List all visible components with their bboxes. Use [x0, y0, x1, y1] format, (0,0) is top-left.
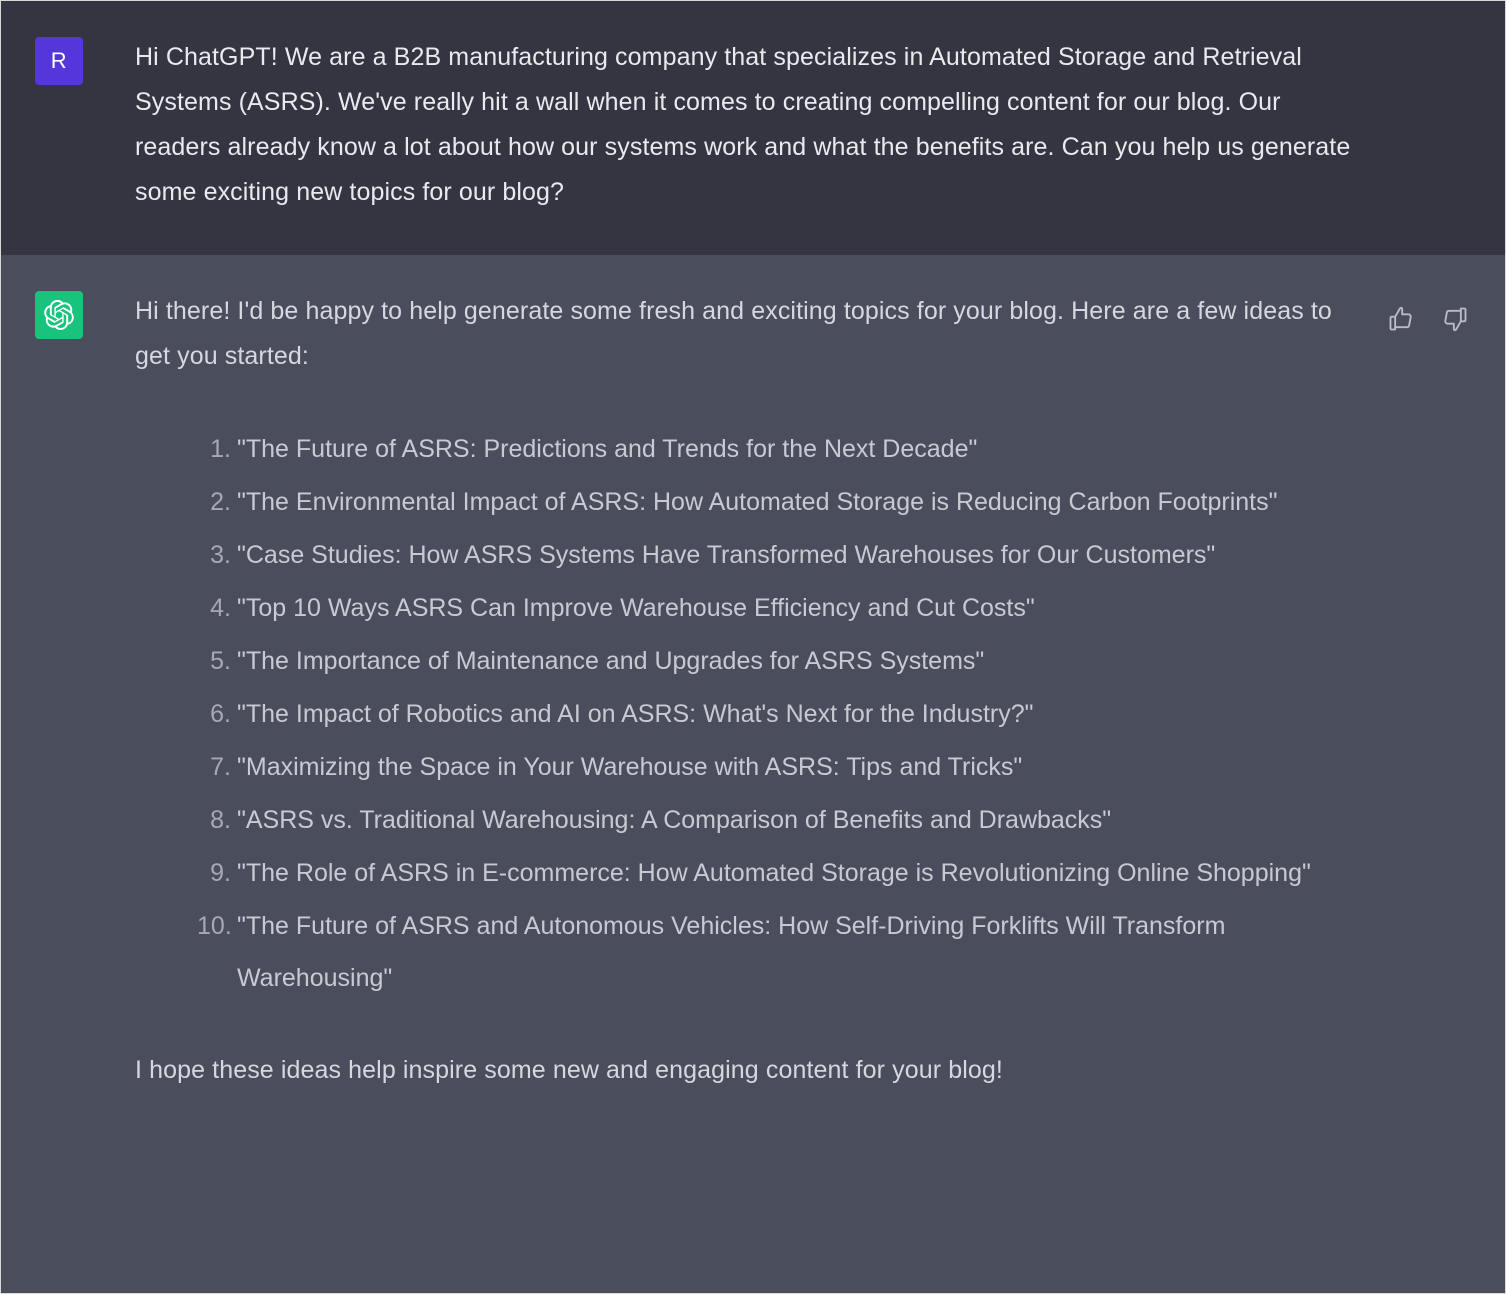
assistant-message-turn [1, 255, 1505, 1133]
assistant-message-body [135, 289, 1365, 1093]
assistant-avatar [35, 291, 83, 339]
list-item: "The Importance of Maintenance and Upgrades for ASRS Systems" [237, 647, 985, 675]
blog-topic-list [135, 423, 1365, 1004]
list-item: "Maximizing the Space in Your Warehouse with ASRS: Tips and Tricks" [237, 753, 1023, 781]
assistant-intro-text: Hi there! I'd be happy to help generate some fresh and exciting topics for your blog. Here are a few ideas to get you started: [135, 297, 1332, 370]
list-item: "ASRS vs. Traditional Warehousing: A Comparison of Benefits and Drawbacks" [237, 806, 1112, 834]
list-item: "The Role of ASRS in E-commerce: How Automated Storage is Revolutionizing Online Shopping" [237, 859, 1311, 887]
thumbs-up-icon[interactable] [1387, 305, 1415, 333]
message-feedback-controls [1387, 305, 1469, 333]
list-item: "The Future of ASRS: Predictions and Trends for the Next Decade" [237, 435, 978, 463]
list-item: "The Environmental Impact of ASRS: How Automated Storage is Reducing Carbon Footprints" [237, 488, 1278, 516]
list-item: "The Future of ASRS and Autonomous Vehicles: How Self-Driving Forklifts Will Transform Warehousing" [237, 912, 1226, 992]
user-message-body [135, 35, 1365, 215]
thumbs-down-icon[interactable] [1441, 305, 1469, 333]
list-item: "Case Studies: How ASRS Systems Have Transformed Warehouses for Our Customers" [237, 541, 1216, 569]
list-item: "Top 10 Ways ASRS Can Improve Warehouse Efficiency and Cut Costs" [237, 594, 1035, 622]
user-message-turn [1, 1, 1505, 255]
list-item: "The Impact of Robotics and AI on ASRS: What's Next for the Industry?" [237, 700, 1034, 728]
assistant-outro-text: I hope these ideas help inspire some new and engaging content for your blog! [135, 1056, 1003, 1084]
user-message-text: Hi ChatGPT! We are a B2B manufacturing company that specializes in Automated Storage and Retrieval Systems (ASRS). We've really hit a wall when it comes to creating compelling content for our blog. Our readers already know a lot about how our systems work and what the benefits are. Can you help us generate some exciting new topics for our blog? [135, 43, 1351, 206]
user-avatar [35, 37, 83, 85]
user-avatar-initial: R [50, 48, 68, 73]
openai-logo-icon [44, 300, 74, 330]
